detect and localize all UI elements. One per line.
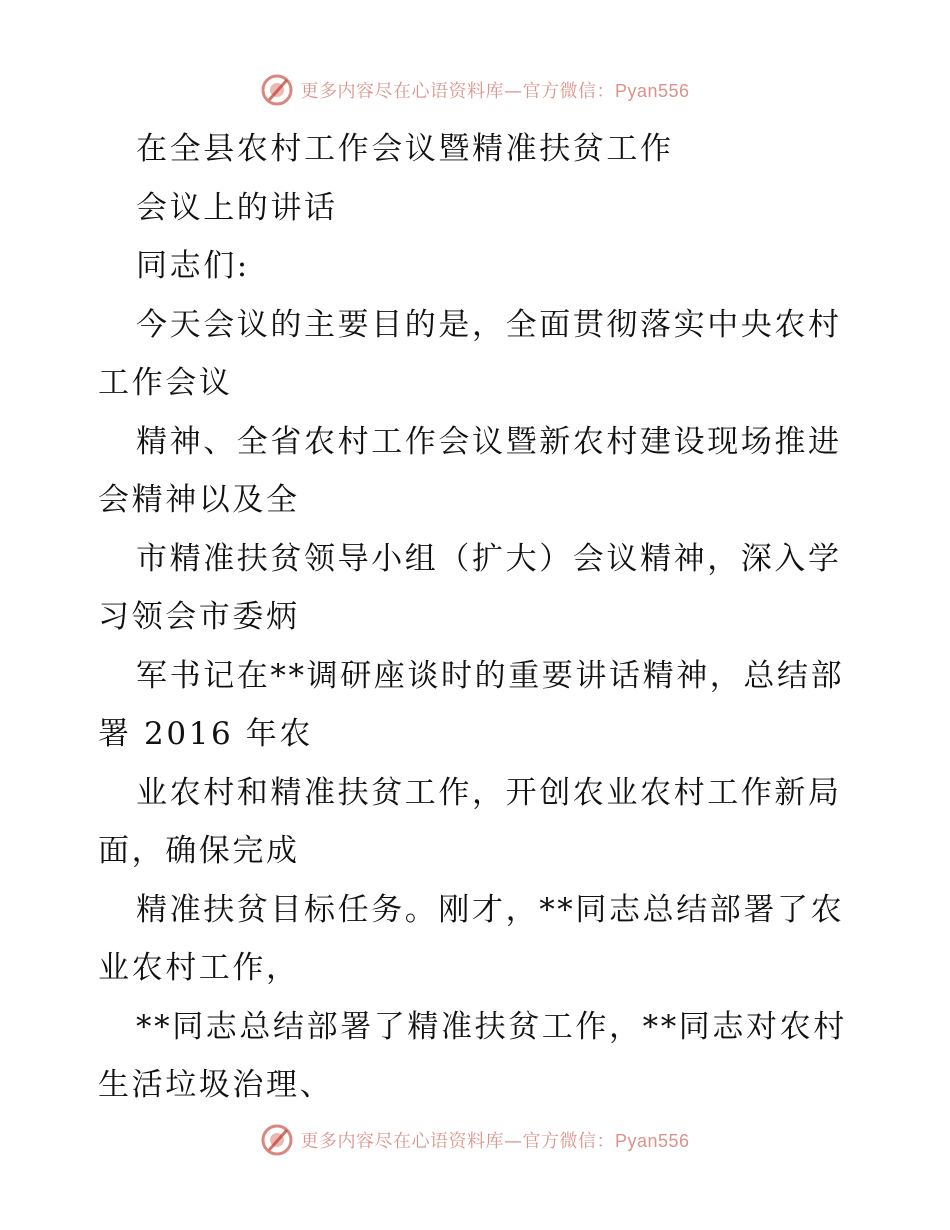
body-line: 面，确保完成 [98, 833, 300, 869]
document-title-line-1: 在全县农村工作会议暨精准扶贫工作 [136, 131, 674, 167]
body-line: 军书记在**调研座谈时的重要讲话精神，总结部 [136, 657, 845, 694]
body-line: 精准扶贫目标任务。刚才，**同志总结部署了农 [136, 891, 845, 928]
watermark-text: 更多内容尽在心语资料库—官方微信：Pyan556 [300, 1131, 690, 1152]
body-line: 工作会议 [98, 365, 233, 401]
body-line: 今天会议的主要目的是，全面贯彻落实中央农村 [136, 306, 842, 343]
body-line: 精神、全省农村工作会议暨新农村建设现场推进 [136, 423, 842, 460]
body-line: 习领会市委炳 [98, 599, 300, 635]
body-line: 会精神以及全 [98, 482, 300, 518]
body-line: 业农村和精准扶贫工作，开创农业农村工作新局 [136, 774, 842, 811]
salutation: 同志们: [136, 248, 250, 284]
body-line: 署 2016 年农 [98, 716, 314, 752]
watermark-id: Pyan556 [614, 1131, 690, 1151]
seal-logo-icon [260, 1123, 294, 1157]
body-line: 市精准扶贫领导小组（扩大）会议精神，深入学 [136, 540, 842, 577]
body-line: 业农村工作， [98, 950, 300, 986]
footer-watermark [0, 1120, 950, 1160]
document-title-line-2: 会议上的讲话 [136, 189, 338, 226]
watermark-text: 更多内容尽在心语资料库—官方微信：Pyan556 [300, 81, 690, 102]
body-line: 生活垃圾治理、 [98, 1067, 334, 1103]
body-line: **同志总结部署了精准扶贫工作，**同志对农村 [136, 1008, 847, 1045]
seal-logo-icon [260, 73, 294, 107]
watermark-id: Pyan556 [614, 81, 690, 101]
header-watermark [0, 70, 950, 110]
document-body [98, 120, 858, 1115]
